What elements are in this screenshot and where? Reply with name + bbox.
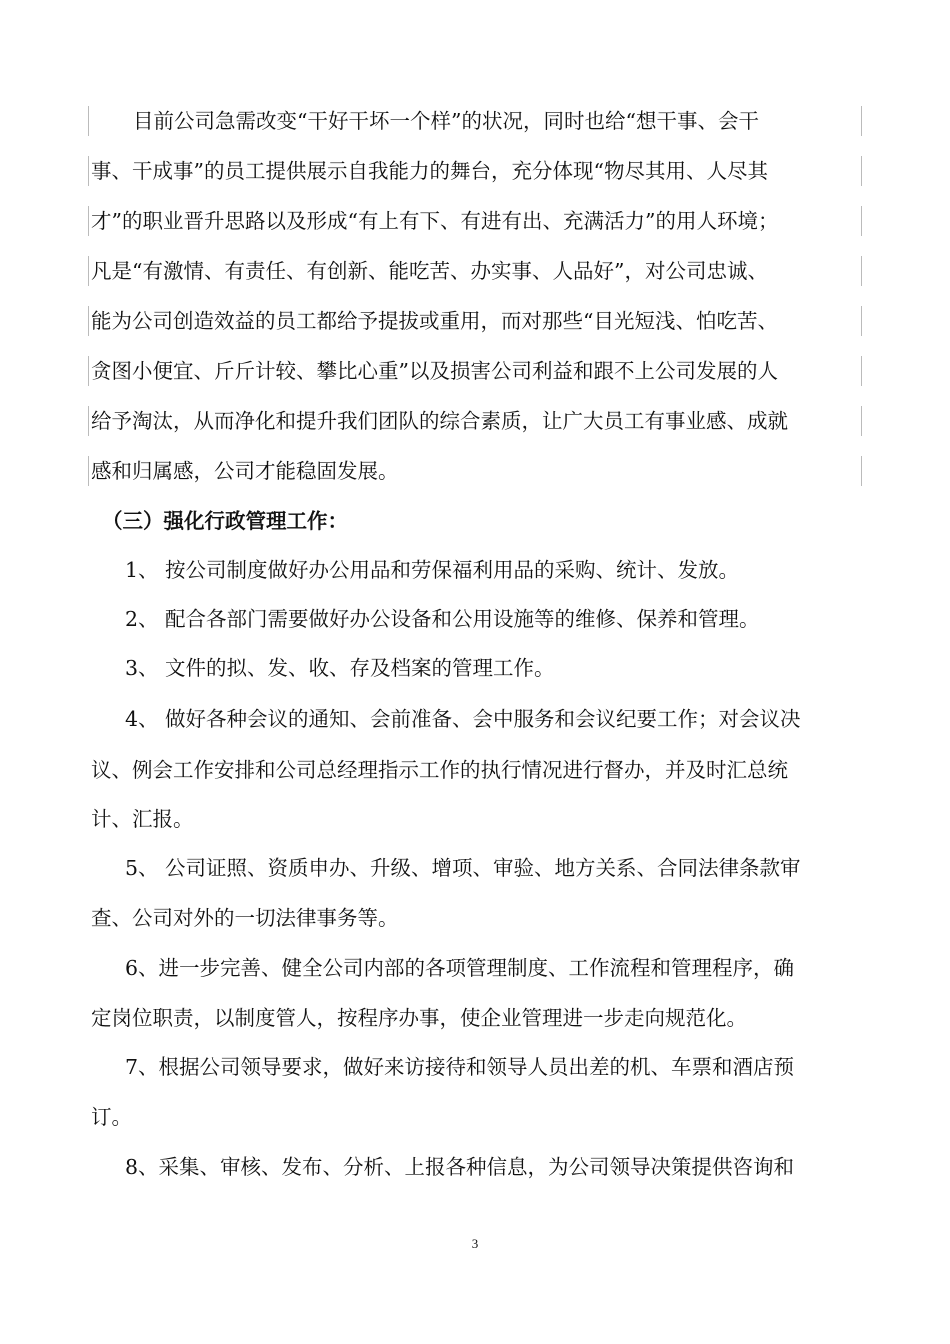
- list-item-3: 3、 文件的拟、发、收、存及档案的管理工作。: [125, 656, 555, 680]
- list-item-1: 1、 按公司制度做好办公用品和劳保福利用品的采购、统计、发放。: [125, 558, 740, 582]
- intro-line: 目前公司急需改变“干好干坏一个样”的状况，同时也给“想干事、会干: [88, 96, 862, 146]
- intro-line: 感和归属感，公司才能稳固发展。: [88, 446, 862, 496]
- intro-line: 给予淘汰，从而净化和提升我们团队的综合素质，让广大员工有事业感、成就: [88, 396, 862, 446]
- list-item-4-line2: 议、例会工作安排和公司总经理指示工作的执行情况进行督办，并及时汇总统: [91, 758, 788, 782]
- list-item-4-line3: 计、汇报。: [91, 807, 194, 831]
- intro-line: 事、干成事”的员工提供展示自我能力的舞台，充分体现“物尽其用、人尽其: [88, 146, 862, 196]
- list-item-7-line2: 订。: [91, 1105, 132, 1129]
- list-item-6-line2: 定岗位职责，以制度管人，按程序办事，使企业管理进一步走向规范化。: [91, 1006, 747, 1030]
- intro-paragraph: [88, 96, 862, 496]
- list-item-6-line1: 6、进一步完善、健全公司内部的各项管理制度、工作流程和管理程序，确: [125, 956, 795, 980]
- list-item-2: 2、 配合各部门需要做好办公设备和公用设施等的维修、保养和管理。: [125, 607, 760, 631]
- section-heading: （三）强化行政管理工作：: [102, 509, 348, 533]
- list-item-5-line2: 查、公司对外的一切法律事务等。: [91, 906, 399, 930]
- intro-line: 能为公司创造效益的员工都给予提拔或重用，而对那些“目光短浅、怕吃苦、: [88, 296, 862, 346]
- list-item-5-line1: 5、 公司证照、资质申办、升级、增项、审验、地方关系、合同法律条款审: [125, 856, 801, 880]
- list-item-7-line1: 7、根据公司领导要求，做好来访接待和领导人员出差的机、车票和酒店预: [125, 1055, 795, 1079]
- page-number: 3: [471, 1236, 479, 1251]
- intro-line: 贪图小便宜、斤斤计较、攀比心重”以及损害公司利益和跟不上公司发展的人: [88, 346, 862, 396]
- intro-line: 才”的职业晋升思路以及形成“有上有下、有进有出、充满活力”的用人环境；: [88, 196, 862, 246]
- list-item-8-line1: 8、采集、审核、发布、分析、上报各种信息，为公司领导决策提供咨询和: [125, 1155, 795, 1179]
- intro-line: 凡是“有激情、有责任、有创新、能吃苦、办实事、人品好”，对公司忠诚、: [88, 246, 862, 296]
- list-item-4-line1: 4、 做好各种会议的通知、会前准备、会中服务和会议纪要工作；对会议决: [125, 707, 801, 731]
